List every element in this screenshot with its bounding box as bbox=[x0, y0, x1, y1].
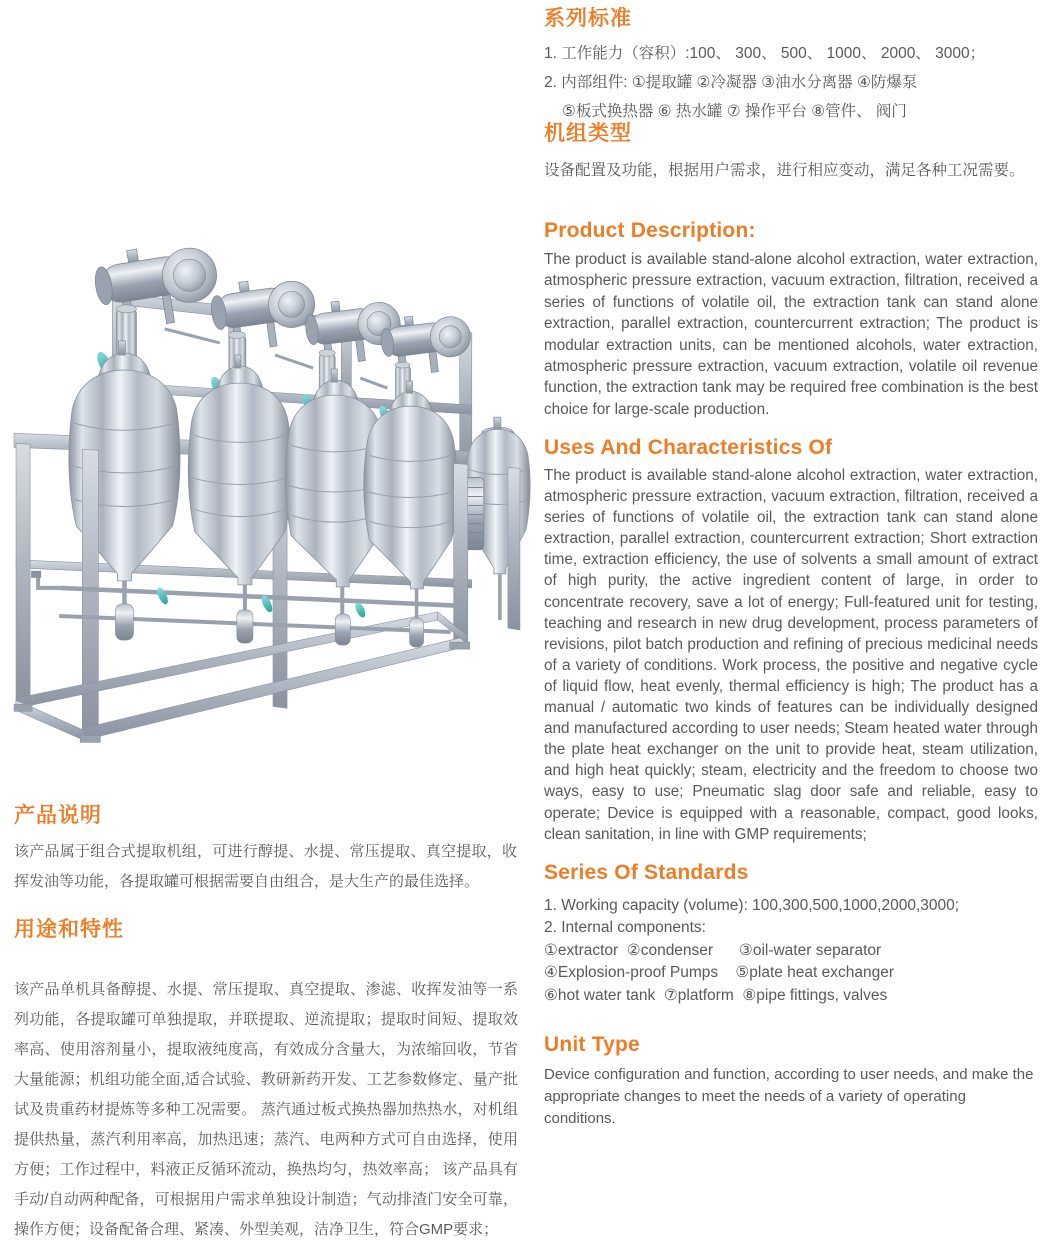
series-en-line: ①extractor ②condenser ③oil-water separator bbox=[544, 941, 882, 959]
series-en-line: ④Explosion-proof Pumps ⑤plate heat exchanger bbox=[544, 964, 895, 982]
section-series-standards-cn bbox=[544, 2, 1038, 126]
section-uses-characteristics-en bbox=[544, 436, 1038, 845]
series-standards-en-lines bbox=[544, 895, 1038, 1007]
series-en-line: ⑥hot water tank ⑦platform ⑧pipe fittings, valves bbox=[544, 986, 888, 1004]
section-unit-type-en bbox=[544, 1033, 1038, 1130]
series-en-line: 2. Internal components: bbox=[544, 919, 706, 937]
section-unit-type-cn bbox=[544, 117, 1038, 185]
series-en-line: 1. Working capacity (volume): 100,300,500,1000,2000,3000; bbox=[544, 897, 960, 914]
series-cn-line: 2. 内部组件: ①提取罐 ②冷凝器 ③油水分离器 ④防爆泵 bbox=[544, 74, 918, 91]
heading-uses-cn: 用途和特性 bbox=[14, 918, 124, 941]
heading-unit-type-cn: 机组类型 bbox=[544, 122, 632, 145]
section-series-standards-en bbox=[544, 861, 1038, 1007]
product-description-en-text: The product is available stand-alone alcohol extraction, water extraction, atmospheric pressure extraction, vacuum extraction, filtration, received a series of functions of volatile oil, the extraction tank can stand alone extraction, parallel extraction, countercurrent extraction; The product is modular extraction units, can be mentioned alcohols, water extraction, atmospheric pressure extraction, vacuum extraction, volatile oil revenue function, the extraction tank may be required free combination is the best choice for large-scale production. bbox=[544, 251, 1038, 418]
heading-uses-characteristics-en: Uses And Characteristics Of bbox=[544, 436, 833, 459]
product-description-cn-text: 该产品属于组合式提取机组，可进行醇提、水提、常压提取、真空提取，收挥发油等功能，各提取罐可根据需要自由组合，是大生产的最佳选择。 bbox=[14, 843, 517, 890]
uses-characteristics-en-text: The product is available stand-alone alcohol extraction, water extraction, atmospheric pressure extraction, vacuum extraction, filtration, received a series of functions of volatile oil, the extraction tank can stand alone extraction, parallel extraction, countercurrent extraction; Short extraction time, extraction efficiency, the use of solvents a small amount of extract of high purity, the active ingredient content of large, in order to concentrate recovery, save a lot of energy; Full-featured unit for testing, teaching and research in new drug development, process parameters of revisions, pilot batch production and refining of precious medicinal needs of a variety of conditions. Work process, the positive and negative cycle of liquid flow, heat evenly, thermal efficiency is high; The product has a manual / automatic two kinds of features can be individually designed and manufactured according to user needs; Steam heated water through the plate heat exchanger on the unit to provide heat, steam utilization, and high heat quickly; steam, electricity and the freedom to choose two ways, easy to use; Pneumatic slag door safe and reliable, easy to operate; Device is equipped with a reasonable, compact, good looks, clean sanitation, in line with GMP requirements; bbox=[544, 467, 1038, 843]
series-standards-cn-lines bbox=[544, 39, 1038, 126]
heading-product-description-en: Product Description: bbox=[544, 219, 756, 242]
unit-type-cn-text: 设备配置及功能，根据用户需求，进行相应变动，满足各种工况需要。 bbox=[544, 162, 1025, 179]
machine-photo bbox=[4, 236, 536, 744]
heading-unit-type-en: Unit Type bbox=[544, 1033, 640, 1056]
uses-cn-text: 该产品单机具备醇提、水提、常压提取、真空提取、渗滤、收挥发油等一系列功能，各提取罐可单独提取，并联提取、逆流提取；提取时间短、提取效率高、使用溶剂量小，提取液纯度高，有效成分含量大，为浓缩回收，节省大量能源；机组功能全面,适合试验、教研新药开发、工艺参数修定、量产批试及贵重药材提炼等多种工况需要。 蒸汽通过板式换热器加热热水，对机组提供热量，蒸汽利用率高，加热迅速；蒸汽、电两种方式可自由选择，使用方便；工作过程中，料液正反循环流动，换热均匀，热效率高； 该产品具有手动/自动两种配备，可根据用户需求单独设计制造；气动排渣门安全可靠，操作方便；设备配备合理、紧凑、外型美观，洁净卫生，符合GMP要求； bbox=[14, 981, 518, 1238]
series-cn-line: ⑤板式换热器 ⑥ 热水罐 ⑦ 操作平台 ⑧管件、 阀门 bbox=[562, 103, 907, 120]
heading-series-standards-en: Series Of Standards bbox=[544, 861, 749, 884]
heading-product-description-cn: 产品说明 bbox=[14, 804, 102, 827]
heading-series-standards-cn: 系列标准 bbox=[544, 7, 632, 30]
section-product-description-en bbox=[544, 219, 1038, 420]
series-cn-line: 1. 工作能力（容积）:100、 300、 500、 1000、 2000、 3000； bbox=[544, 45, 986, 62]
extraction-unit-illustration bbox=[4, 236, 536, 744]
unit-type-en-text: Device configuration and function, according to user needs, and make the appropriate changes to meet the needs of a variety of operating conditions. bbox=[544, 1066, 1034, 1127]
